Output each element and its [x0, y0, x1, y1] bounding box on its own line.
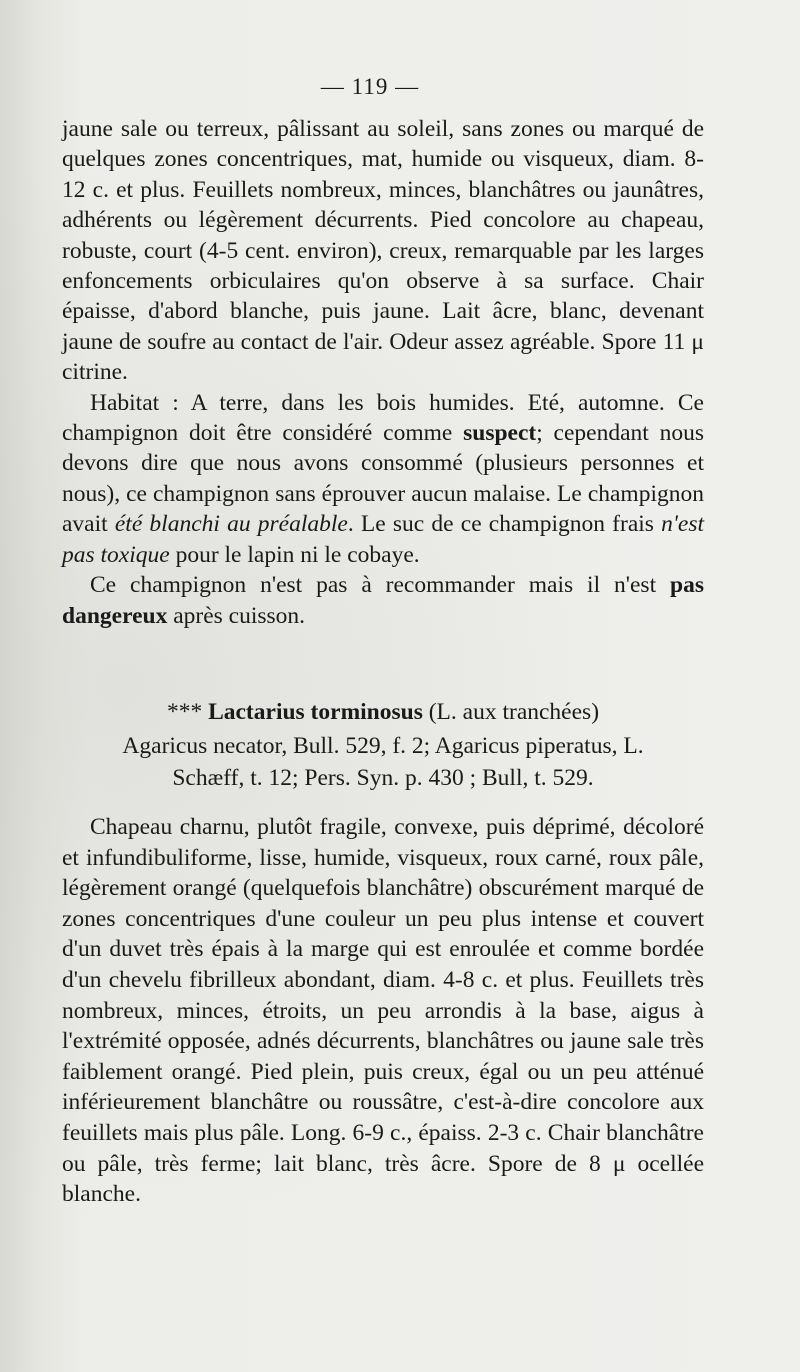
species-stars: ***	[166, 699, 203, 725]
habitat-text-1: Habitat : A terre, dans les bois humides. Eté, automne. Ce champignon doit être considéré comme	[62, 389, 704, 447]
species-name: Lactarius torminosus	[208, 699, 423, 725]
paragraph-recommendation	[62, 570, 704, 631]
habitat-italic-1: été blanchi au préalable	[114, 511, 348, 538]
suspect-bold: suspect	[463, 420, 537, 447]
recommendation-text-1: Ce champignon n'est pas à recommander mais il n'est	[90, 572, 671, 599]
habitat-text-4: pour le lapin ni le cobaye.	[169, 541, 420, 568]
recommendation-text-2: après cuisson.	[167, 602, 306, 629]
synonyms-line-2: Schæff, t. 12; Pers. Syn. p. 430 ; Bull, t. 529.	[172, 765, 594, 791]
body-text-top	[62, 114, 704, 631]
synonyms	[62, 730, 704, 794]
synonyms-line-1: Agaricus necator, Bull. 529, f. 2; Agaricus piperatus, L.	[122, 733, 644, 759]
body-text-bottom	[62, 812, 704, 1210]
paragraph-habitat	[62, 388, 704, 570]
recommendation-bold: pas dangereux	[62, 572, 704, 629]
paragraph-description-continued: jaune sale ou terreux, pâlissant au soleil, sans zones ou marqué de quelques zones concentriques, mat, humide ou visqueux, diam. 8-12 c. et plus. Feuillets nombreux, minces, blanchâtres ou jaunâtres, adhérents ou légèrement décurrents. Pied concolore au chapeau, robuste, court (4-5 cent. environ), creux, remarquable par les larges enfoncements orbiculaires qu'on observe à sa surface. Chair épaisse, d'abord blanche, puis jaune. Lait âcre, blanc, devenant jaune de soufre au contact de l'air. Odeur assez agréable. Spore 11 μ citrine.	[62, 116, 704, 386]
habitat-italic-2: n'est pas toxique	[62, 511, 704, 568]
paragraph-species-description: Chapeau charnu, plutôt fragile, convexe, puis déprimé, décoloré et infundibuliforme, lisse, humide, visqueux, roux carné, roux pâle, légèrement orangé (quelquefois blanchâtre) obscurément marqué de zones concentriques d'une couleur un peu plus intense et couvert d'un duvet très épais à la marge qui est enroulée et comme bordée d'un chevelu fibrilleux abondant, diam. 4-8 c. et plus. Feuillets très nombreux, minces, étroits, un peu arrondis à la base, aigus à l'extrémité opposée, adnés décurrents, blanchâtres ou jaune sale très faiblement orangé. Pied plein, puis creux, égal ou un peu atténué inférieurement blanchâtre ou roussâtre, c'est-à-dire concolore aux feuillets mais plus pâle. Long. 6-9 c., épaiss. 2-3 c. Chair blanchâtre ou pâle, très ferme; lait blanc, très âcre. Spore de 8 μ ocellée blanche.	[62, 814, 704, 1208]
species-common-name: (L. aux tranchées)	[428, 699, 600, 725]
species-heading	[62, 696, 704, 729]
habitat-text-3: . Le suc de ce champignon frais	[347, 511, 662, 538]
page-number: — 119 —	[320, 74, 420, 99]
habitat-text-2: ; cependant nous devons dire que nous avons consommé (plusieurs personnes et nous), ce champignon sans éprouver aucun malaise. Le champignon avait	[62, 420, 704, 538]
